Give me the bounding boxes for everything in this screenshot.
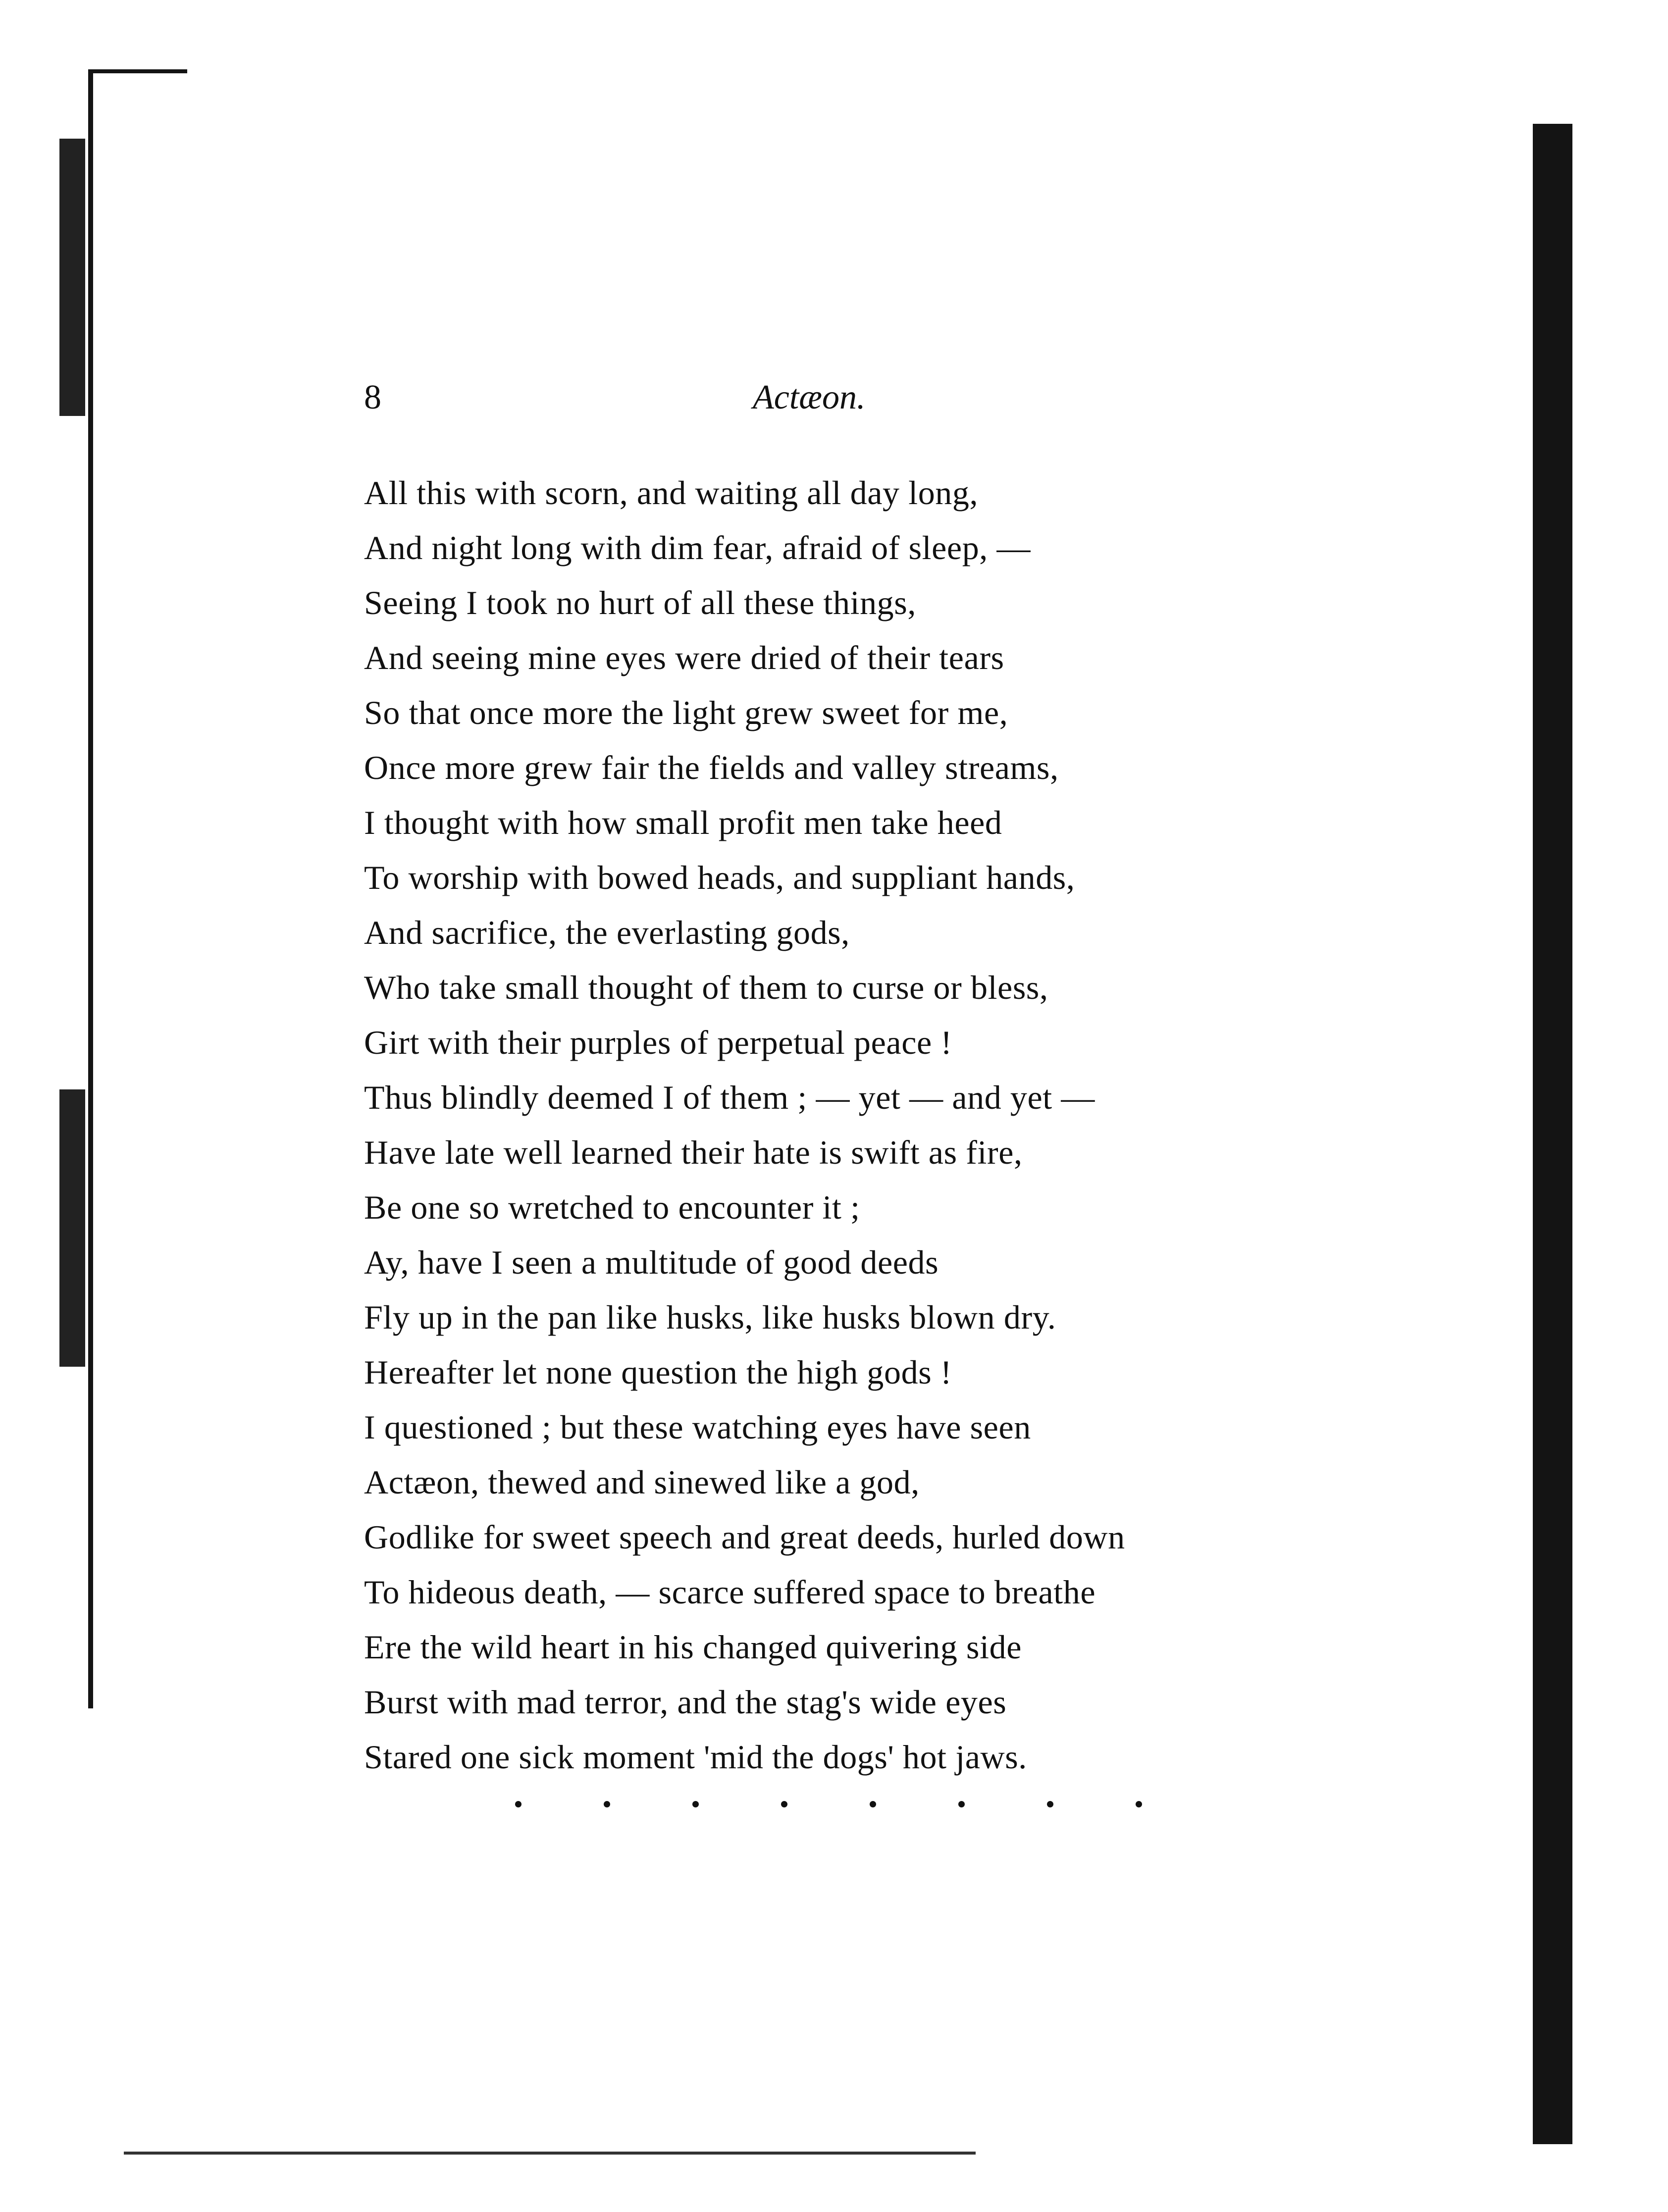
section-break-dot bbox=[604, 1801, 610, 1807]
poem-line: So that once more the light grew sweet for me, bbox=[364, 694, 1008, 731]
running-title: Actæon. bbox=[753, 378, 866, 416]
section-break-dot bbox=[870, 1801, 876, 1807]
right-scan-shadow bbox=[1533, 124, 1572, 2144]
poem-line: Hereafter let none question the high gods ! bbox=[364, 1353, 952, 1391]
section-break-dot bbox=[692, 1801, 699, 1807]
top-scan-edge bbox=[88, 69, 187, 73]
poem-line: Be one so wretched to encounter it ; bbox=[364, 1188, 860, 1226]
poem-line: To hideous death, — scarce suffered space to breathe bbox=[364, 1573, 1096, 1611]
poem-line: Ay, have I seen a multitude of good deeds bbox=[364, 1243, 939, 1281]
poem-line: Once more grew fair the fields and valley streams, bbox=[364, 749, 1059, 786]
poem-line: All this with scorn, and waiting all day long, bbox=[364, 474, 979, 512]
poem-line: To worship with bowed heads, and suppliant hands, bbox=[364, 859, 1075, 896]
section-break-dot bbox=[1136, 1801, 1142, 1807]
poem-line: Who take small thought of them to curse or bless, bbox=[364, 969, 1048, 1006]
poem-line: Have late well learned their hate is swift as fire, bbox=[364, 1133, 1023, 1171]
section-break-dot bbox=[958, 1801, 965, 1807]
poem-line: And seeing mine eyes were dried of their tears bbox=[364, 639, 1004, 676]
poem-line: Thus blindly deemed I of them ; — yet — and yet — bbox=[364, 1079, 1095, 1116]
poem-line: I thought with how small profit men take heed bbox=[364, 804, 1002, 841]
bottom-scan-edge bbox=[124, 2152, 976, 2155]
poem-line: Fly up in the pan like husks, like husks blown dry. bbox=[364, 1298, 1056, 1336]
section-break-dots bbox=[515, 1783, 1164, 1812]
poem-line: And sacrifice, the everlasting gods, bbox=[364, 914, 850, 951]
poem-body bbox=[364, 465, 1355, 1785]
poem-line: Girt with their purples of perpetual peace ! bbox=[364, 1024, 952, 1061]
poem-line: Stared one sick moment 'mid the dogs' hot jaws. bbox=[364, 1738, 1027, 1776]
page-number: 8 bbox=[364, 378, 381, 416]
section-break-dot bbox=[515, 1801, 521, 1807]
poem-line: I questioned ; but these watching eyes have seen bbox=[364, 1408, 1031, 1446]
poem-line: Actæon, thewed and sinewed like a god, bbox=[364, 1463, 920, 1501]
poem-line: And night long with dim fear, afraid of sleep, — bbox=[364, 529, 1031, 566]
left-scan-edge bbox=[88, 69, 93, 1708]
poem-line: Burst with mad terror, and the stag's wide eyes bbox=[364, 1683, 1007, 1721]
poem-line: Godlike for sweet speech and great deeds, hurled down bbox=[364, 1518, 1125, 1556]
section-break-dot bbox=[1047, 1801, 1053, 1807]
section-break-dot bbox=[781, 1801, 787, 1807]
poem-line: Ere the wild heart in his changed quivering side bbox=[364, 1628, 1022, 1666]
poem-line: Seeing I took no hurt of all these things, bbox=[364, 584, 916, 621]
left-scan-tick-marks bbox=[59, 139, 85, 416]
left-scan-tick-marks-lower bbox=[59, 1089, 85, 1367]
